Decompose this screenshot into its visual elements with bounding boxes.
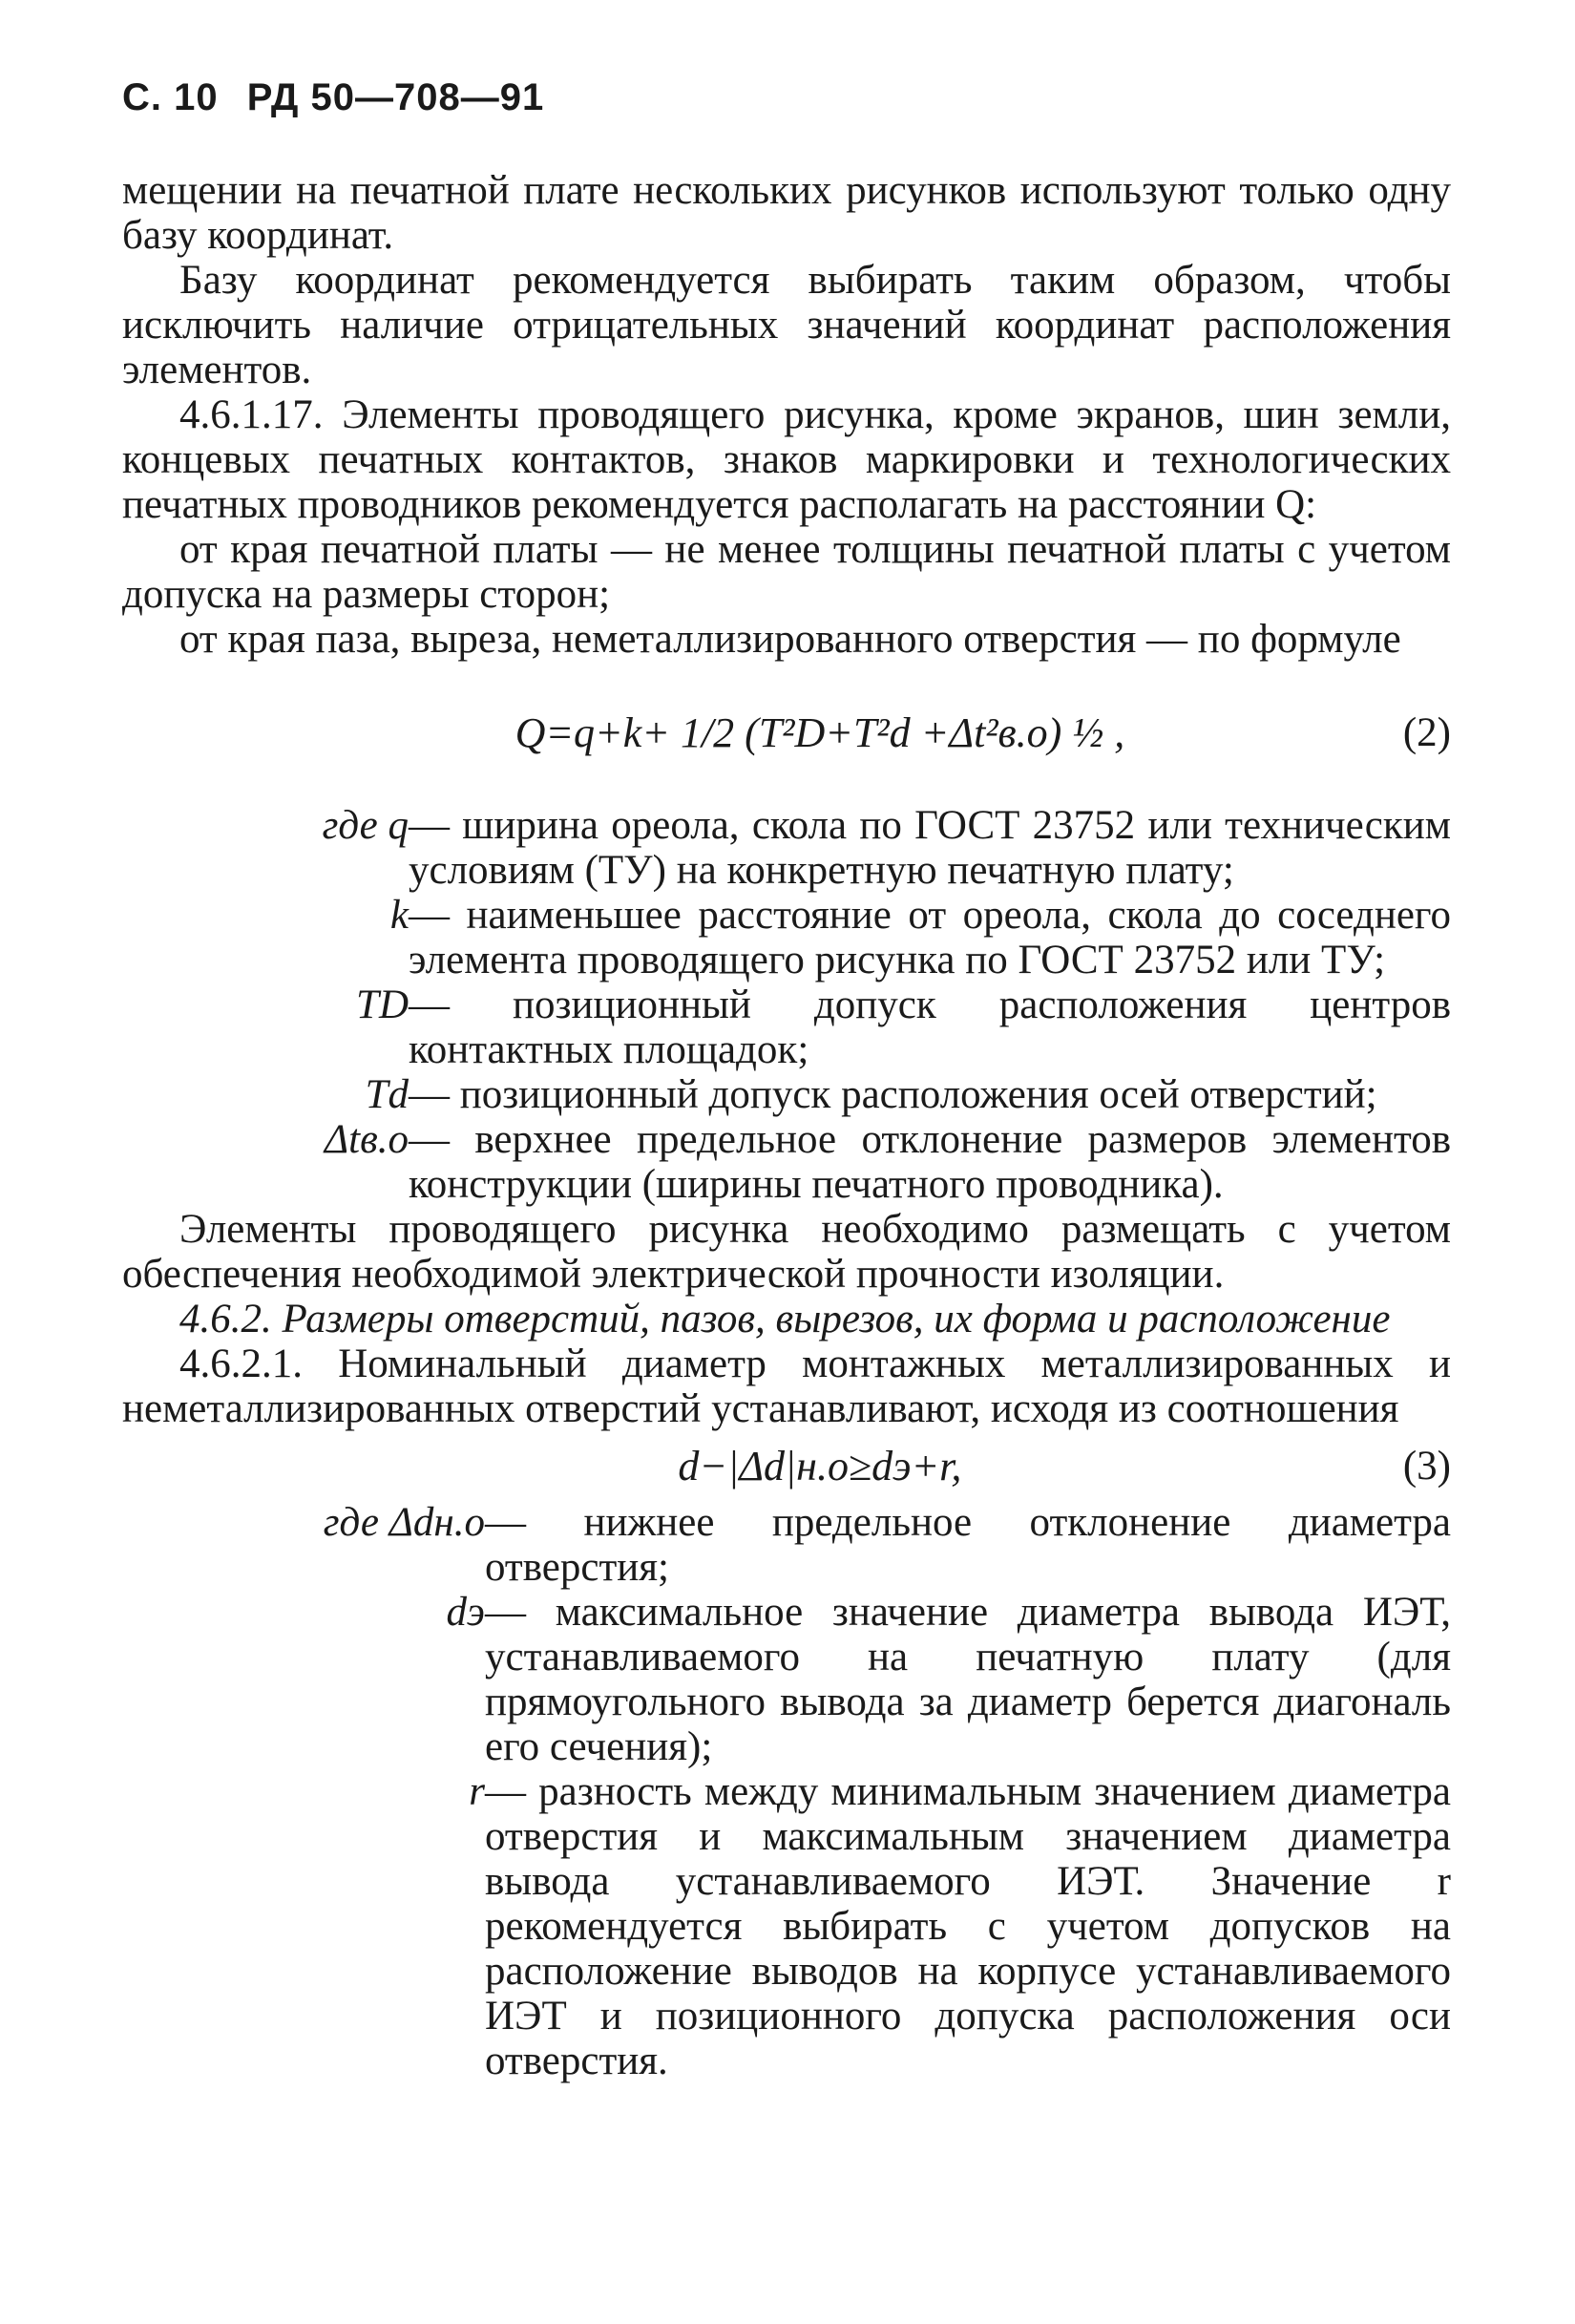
definition-symbol: где Δdн.о	[323, 1500, 485, 1545]
formula-3	[122, 1435, 1451, 1496]
paragraph-slot-edge: от края паза, выреза, неметаллизированного отверстия — по формуле	[179, 617, 1401, 662]
definitions-formula-2	[122, 803, 1451, 1207]
paragraph-board-edge: от края печатной платы — не менее толщины печатной платы с учетом допуска на размеры сторон;	[122, 527, 1451, 617]
paragraph-2: Базу координат рекомендуется выбирать таким образом, чтобы исключить наличие отрицательных значений координат расположения элементов.	[122, 258, 1451, 392]
paragraph-1: мещении на печатной плате нескольких рисунков используют только одну базу координат.	[122, 168, 1451, 258]
definition-symbol: Δtв.о	[324, 1117, 409, 1162]
definition-symbol: где q	[322, 803, 409, 848]
page-label: С. 10	[122, 76, 219, 118]
definition-item	[122, 1072, 1451, 1117]
definition-text: — наименьшее расстояние от ореола, скола до соседнего элемента проводящего рисунка по ГОСТ 23752 или ТУ;	[409, 893, 1451, 982]
definition-item	[122, 1769, 1451, 2083]
definition-text: — верхнее предельное отклонение размеров элементов конструкции (ширины печатного проводника).	[409, 1117, 1451, 1207]
formula-2-expression: Q=q+k+ 1/2 (T²D+T²d +Δt²в.о) ½ ,	[514, 708, 1125, 756]
paragraph-4-6-1-17: 4.6.1.17. Элементы проводящего рисунка, кроме экранов, шин земли, концевых печатных контактов, знаков маркировки и технологических печатных проводников рекомендуется располагать на расстоянии Q:	[122, 392, 1451, 527]
definition-symbol: Td	[365, 1072, 409, 1117]
page-body	[122, 168, 1451, 2083]
formula-3-expression: d−|Δd|н.о≥dэ+r,	[678, 1442, 962, 1489]
definition-text: — максимальное значение диаметра вывода ИЭТ, устанавливаемого на печатную плату (для прямоугольного вывода за диаметр берется диагональ его сечения);	[485, 1590, 1451, 1769]
definition-item	[122, 1590, 1451, 1769]
definition-item	[122, 803, 1451, 893]
definition-symbol: dэ	[446, 1590, 485, 1635]
page-header	[122, 76, 561, 119]
formula-2	[122, 666, 1451, 799]
definition-item	[122, 1500, 1451, 1590]
definition-symbol: TD	[356, 982, 409, 1027]
section-heading-4-6-2: 4.6.2. Размеры отверстий, пазов, вырезов, их форма и расположение	[179, 1297, 1391, 1342]
definition-item	[122, 893, 1451, 982]
definition-item	[122, 1117, 1451, 1207]
definition-text: — позиционный допуск расположения центров контактных площадок;	[409, 982, 1451, 1072]
paragraph-insulation: Элементы проводящего рисунка необходимо размещать с учетом обеспечения необходимой электрической прочности изоляции.	[122, 1207, 1451, 1297]
formula-2-number: (2)	[1402, 709, 1451, 755]
definition-symbol: r	[469, 1769, 485, 1814]
definition-symbol: k	[389, 893, 409, 938]
definition-text: — ширина ореола, скола по ГОСТ 23752 или техническим условиям (ТУ) на конкретную печатную плату;	[409, 803, 1451, 893]
paragraph-4-6-2-1: 4.6.2.1. Номинальный диаметр монтажных металлизированных и неметаллизированных отверстий устанавливают, исходя из соотношения	[122, 1342, 1451, 1431]
definition-text: — нижнее предельное отклонение диаметра отверстия;	[485, 1500, 1451, 1590]
definition-item	[122, 982, 1451, 1072]
definition-text: — разность между минимальным значением диаметра отверстия и максимальным значением диаметра вывода устанавливаемого ИЭТ. Значение r рекомендуется выбирать с учетом допусков на расположение выводов на корпусе устанавливаемого ИЭТ и позиционного допуска расположения оси отверстия.	[485, 1769, 1451, 2083]
doc-code: РД 50—708—91	[246, 76, 545, 118]
formula-3-number: (3)	[1402, 1443, 1451, 1489]
definitions-formula-3	[122, 1500, 1451, 2083]
definition-text: — позиционный допуск расположения осей отверстий;	[409, 1072, 1377, 1117]
